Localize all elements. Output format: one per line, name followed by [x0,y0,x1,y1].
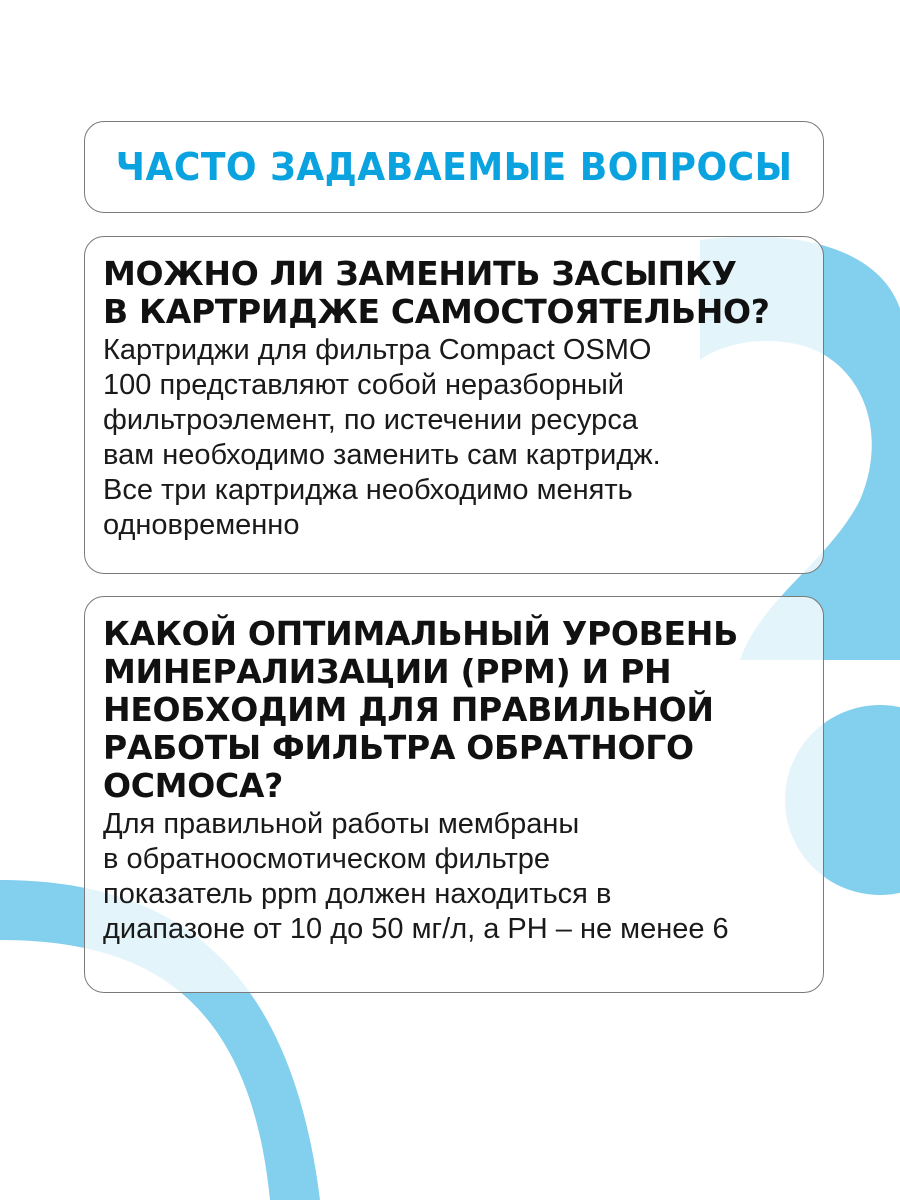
faq-answer [103,807,805,947]
faq-item [84,236,824,574]
question-line: РАБОТЫ ФИЛЬТРА ОБРАТНОГО [103,728,694,767]
answer-line: вам необходимо заменить сам картридж. [103,439,661,471]
question-line: МОЖНО ЛИ ЗАМЕНИТЬ ЗАСЫПКУ [103,254,737,293]
answer-line: 100 представляют собой неразборный [103,369,625,401]
faq-answer [103,333,805,543]
answer-line: Картриджи для фильтра Compact OSMO [103,334,652,366]
answer-line: показатель ppm должен находиться в [103,878,612,910]
question-line: КАКОЙ ОПТИМАЛЬНЫЙ УРОВЕНЬ [103,614,738,653]
answer-line: Для правильной работы мембраны [103,808,580,840]
question-line: МИНЕРАЛИЗАЦИИ (PPM) И PH [103,652,672,691]
faq-header-card [84,121,824,213]
answer-line: одновременно [103,509,300,541]
answer-line: диапазоне от 10 до 50 мг/л, а PH – не менее 6 [103,913,729,945]
answer-line: Все три картриджа необходимо менять [103,474,633,506]
faq-question [103,255,805,331]
faq-item [84,596,824,993]
answer-line: в обратноосмотическом фильтре [103,843,551,875]
question-line: ОСМОСА? [103,766,283,805]
answer-line: фильтроэлемент, по истечении ресурса [103,404,638,436]
question-line: НЕОБХОДИМ ДЛЯ ПРАВИЛЬНОЙ [103,690,714,729]
faq-question [103,615,805,805]
page-title: ЧАСТО ЗАДАВАЕМЫЕ ВОПРОСЫ [115,145,793,189]
question-line: В КАРТРИДЖЕ САМОСТОЯТЕЛЬНО? [103,292,770,331]
